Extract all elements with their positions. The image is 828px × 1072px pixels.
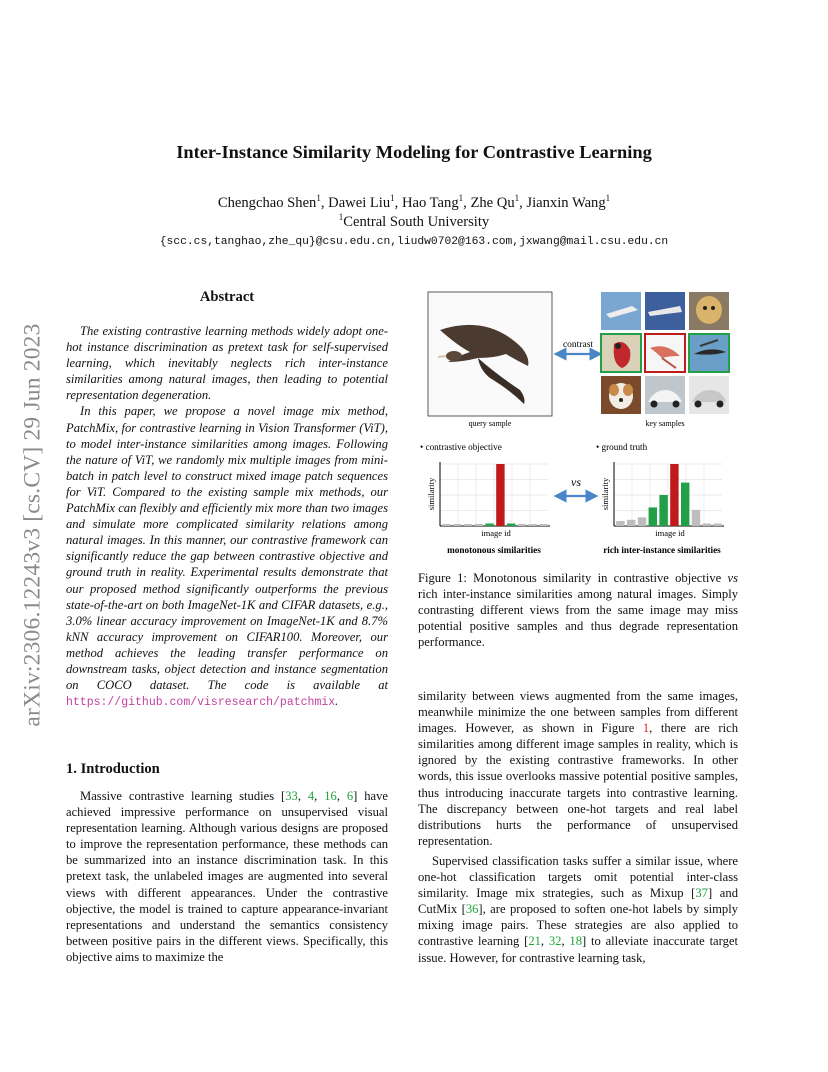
- figure-link[interactable]: 1: [642, 721, 650, 736]
- right-x-label: image id: [655, 528, 685, 538]
- bar: [627, 520, 635, 526]
- citation-link[interactable]: 32: [548, 934, 562, 949]
- citation-link[interactable]: 16: [324, 789, 337, 803]
- right-chart-caption: rich inter-instance similarities: [603, 545, 721, 555]
- left-chart-title: • contrastive objective: [420, 442, 502, 452]
- right-column-body: [418, 688, 738, 966]
- bar: [453, 524, 461, 526]
- paper-title: Inter-Instance Similarity Modeling for Contrastive Learning: [176, 142, 652, 162]
- bar: [529, 524, 537, 526]
- author-name: Jianxin Wang: [526, 195, 606, 211]
- abstract-heading: Abstract: [199, 289, 255, 305]
- vs-label: vs: [571, 475, 581, 489]
- contrast-label: contrast: [562, 340, 594, 350]
- left-chart-grid: [440, 464, 548, 526]
- bar: [539, 524, 547, 526]
- body-paragraph: similarity between views augmented from the same images, meanwhile minimize the one between samples from different images. However, as shown in Figure 1, there are rich similarities among different image samples in reality, which is ignored by the existing contrastive frameworks. In other words, this issue overlooks massive potential positive samples, thus introducing inaccurate targets into contrastive learning. The discrepancy between one-hot targets and real label distributions hurts the performance of unsupervised representation.: [418, 689, 738, 848]
- abstract-body: [66, 323, 388, 711]
- left-chart-caption: monotonous similarities: [447, 545, 541, 555]
- figure-1: [418, 286, 740, 560]
- bar: [616, 521, 624, 526]
- intro-heading: 1. Introduction: [66, 761, 160, 777]
- author-name: Hao Tang: [401, 195, 459, 211]
- bar: [659, 495, 667, 526]
- body-paragraph: Supervised classification tasks suffer a similar issue, where one-hot classification targets omit potential inter-class similarity. Image mix strategies, such as Mixup [37] and CutMix [36], are proposed to soften one-hot labels by simply mixing image pairs. These strategies are also applied to contrastive learning [21, 32, 18] to alleviate inaccurate target issue. However, for contrastive learning task,: [418, 853, 739, 965]
- citation-link[interactable]: 37: [695, 886, 708, 901]
- arxiv-sidebar: [18, 290, 48, 760]
- bar: [670, 464, 678, 526]
- author-name: Zhe Qu: [470, 195, 515, 211]
- bar: [485, 524, 493, 526]
- intro-body: [66, 788, 388, 965]
- author-name: Dawei Liu: [328, 195, 391, 211]
- author-list: Chengchao Shen$^1$, Dawei Liu$^1$, Hao Tang$^1$, Zhe Qu$^1$, Jianxin Wang$^1$: [217, 193, 611, 211]
- figure-caption: Figure 1: Monotonous similarity in contrastive objective vs rich inter-instance similarities among natural images. Simply contrasting different views from the same image may miss potential positive samples and thus degrade representation performance.: [418, 571, 738, 650]
- abstract-paragraph: The existing contrastive learning methods widely adopt one-hot instance discrimination as pretext task for self-supervised learning, which inevitably neglects rich inter-instance similarities among natural images, then leading to potential representation degeneration.: [66, 324, 388, 403]
- right-chart-title: • ground truth: [596, 442, 648, 452]
- bar: [692, 510, 700, 526]
- citation-link[interactable]: 21: [528, 934, 541, 949]
- bar: [518, 524, 526, 526]
- left-chart: [426, 462, 550, 538]
- citation-link[interactable]: 6: [346, 789, 354, 803]
- citation-link[interactable]: 33: [285, 789, 298, 803]
- code-link[interactable]: https://github.com/visresearch/patchmix: [66, 696, 336, 710]
- bar: [496, 464, 504, 526]
- left-x-label: image id: [481, 528, 511, 538]
- arxiv-id: arXiv:2306.12243v3 [cs.CV] 29 Jun 2023: [19, 323, 46, 727]
- bar: [713, 524, 721, 526]
- query-sample-label: query sample: [468, 419, 512, 428]
- query-image: [428, 292, 552, 416]
- intro-paragraph: Massive contrastive learning studies [33, 4, 16, 6] have achieved impressive performance on unsupervised visual representation learning. Although various designs are proposed to improve the representation performance, these methods can be summarized into an instance discrimination task. In this pretext task, the unlabeled images are augmented into several views with different appearances. Under the contrastive objective, the model is trained to capture appearance-invariant representations and understand the semantics consistency between positive pairs in the different views. Specifically, this objective aims to maximize the: [66, 789, 389, 964]
- citation-link[interactable]: 4: [307, 789, 315, 803]
- citation-link[interactable]: 36: [465, 902, 479, 917]
- bar: [638, 517, 646, 526]
- key-samples-grid: [601, 292, 729, 414]
- abstract-paragraph: In this paper, we propose a novel image mix method, PatchMix, for contrastive learning in Vision Transformer (ViT), to model inter-instance similarities among images. Following the nature of ViT, we randomly mix multiple images from mini-batch in patch level to construct mixed image patch sequences for ViT. Compared to the existing sample mix methods, our PatchMix can flexibly and efficiently mix more than two images and simulate more complicated similarity relations among natural images. In this manner, our contrastive framework can significantly reduce the gap between contrastive objective and ground truth in reality. Experimental results demonstrate that our proposed method significantly outperforms the previous state-of-the-art on both ImageNet-1K and CIFAR datasets, e.g., 3.0% linear accuracy improvement on ImageNet-1K and 8.7% kNN accuracy improvement on CIFAR100. Moreover, our method achieves the leading transfer performance on downstream tasks, object detection and instance segmentation on COCO dataset. The code is available at https://github.com/visresearch/patchmix.: [66, 404, 388, 710]
- left-y-label: similarity: [426, 477, 436, 511]
- bar: [507, 524, 515, 526]
- bar: [681, 483, 689, 526]
- author-emails: {scc.cs,tanghao,zhe_qu}@csu.edu.cn,liudw0702@163.com,jxwang@mail.csu.edu.cn: [159, 236, 669, 248]
- bar: [464, 524, 472, 526]
- key-samples-label: key samples: [645, 419, 685, 428]
- citation-link[interactable]: 18: [569, 934, 582, 949]
- bar: [703, 524, 711, 526]
- bar: [475, 524, 483, 526]
- right-y-label: similarity: [600, 477, 610, 511]
- affiliation: $^1$Central South University: [338, 212, 490, 230]
- right-chart-grid: [614, 464, 722, 526]
- bar: [442, 524, 450, 526]
- author-name: Chengchao Shen: [217, 195, 317, 211]
- right-chart: [600, 462, 724, 538]
- bar: [649, 507, 657, 526]
